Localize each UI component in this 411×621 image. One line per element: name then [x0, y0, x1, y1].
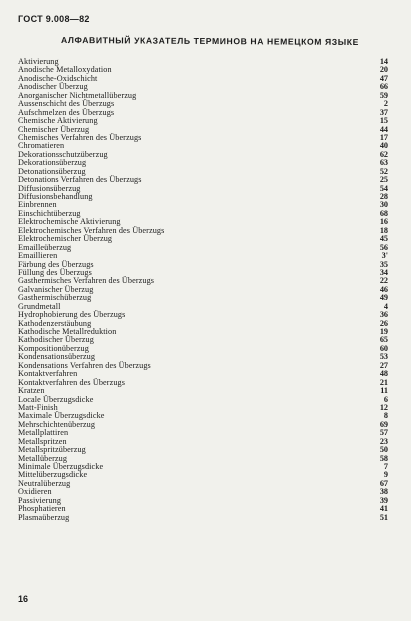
index-term: Minimale Überzugsdicke	[18, 462, 104, 471]
index-entry	[18, 134, 388, 142]
index-term: Anodische-Oxidschicht	[18, 73, 98, 83]
index-term-number: 23	[379, 436, 388, 446]
index-term: Kathodische Metallreduktion	[18, 327, 117, 336]
index-term-number: 17	[379, 132, 388, 142]
index-term: Chemisches Verfahren des Überzugs	[18, 132, 142, 142]
index-term-number: 66	[379, 82, 388, 92]
index-term: Detonations Verfahren des Überzugs	[18, 175, 142, 185]
index-term-number: 59	[379, 90, 388, 100]
index-term-number: 60	[379, 343, 388, 353]
index-entry	[18, 429, 388, 437]
index-entry	[18, 497, 388, 505]
index-term: Anodische Metalloxydation	[18, 65, 112, 75]
index-term-number: 54	[379, 183, 388, 193]
index-entry	[18, 514, 388, 522]
index-entry	[18, 379, 388, 387]
index-term-number: 26	[379, 318, 388, 328]
index-term-number: 52	[379, 166, 388, 176]
index-term: Grundmetall	[18, 301, 61, 311]
index-term: Gasthermisches Verfahren des Überzugs	[18, 276, 155, 286]
index-term-number: 34	[379, 267, 388, 277]
index-term: Einschichtüberzug	[18, 208, 81, 218]
index-term: Emailleüberzug	[18, 242, 72, 252]
index-term: Kathodenzerstäubung	[18, 318, 92, 328]
index-term-number: 2	[383, 99, 388, 109]
index-term: Diffusionsüberzug	[18, 183, 81, 193]
index-term-number: 69	[379, 419, 388, 429]
index-term-number: 7	[383, 462, 388, 471]
index-term: Emaillieren	[18, 251, 58, 261]
index-term: Anorganischer Nichtmetallüberzug	[18, 90, 137, 100]
index-term: Kompositionüberzug	[18, 343, 89, 353]
index-term: Kathodischer Überzug	[18, 335, 94, 345]
index-term-number: 50	[379, 445, 388, 455]
index-term: Metallspritzüberzug	[18, 445, 86, 455]
index-term: Hydrophobierung des Überzugs	[18, 310, 126, 320]
index-term-number: 9	[383, 470, 388, 480]
index-entry	[18, 471, 388, 479]
index-term-number: 40	[379, 141, 388, 151]
index-term: Elektrochemischer Überzug	[18, 234, 113, 244]
index-term: Aktivierung	[18, 57, 59, 66]
index-term: Aufschmelzen des Überzugs	[18, 107, 115, 117]
index-term: Kontaktverfahren	[18, 369, 78, 379]
index-term: Plasmaüberzug	[18, 512, 70, 522]
index-term-number: 53	[379, 352, 388, 362]
index-term: Chemische Aktivierung	[18, 116, 98, 126]
index-term-number: 19	[379, 327, 388, 336]
index-term: Passivierung	[18, 495, 62, 505]
index-entry	[18, 480, 388, 488]
index-term-number: 45	[379, 234, 388, 244]
index-term: Metallplattiren	[18, 428, 69, 438]
index-term-number: 47	[379, 73, 388, 83]
index-term-number: 65	[379, 335, 388, 345]
index-term: Einbrennen	[18, 200, 57, 210]
index-term-number: 25	[379, 175, 388, 185]
index-term-number: 44	[379, 124, 388, 134]
index-term: Dekorationsüberzug	[18, 158, 87, 168]
index-term: Phosphatieren	[18, 504, 66, 514]
index-term-number: 37	[379, 107, 388, 117]
index-term-number: 68	[379, 208, 388, 218]
index-term-number: 58	[379, 453, 388, 463]
index-term-number: 35	[379, 259, 388, 269]
index-term: Mehrschichtenüberzug	[18, 419, 96, 429]
index-term-number: 57	[379, 428, 388, 438]
index-term: Galvanischer Überzug	[18, 284, 94, 294]
index-term: Färbung des Überzugs	[18, 259, 94, 269]
index-term: Oxidieren	[18, 487, 52, 497]
index-term-number: 11	[380, 386, 388, 396]
index-entry	[18, 421, 388, 429]
index-term: Gasthermischüberzug	[18, 293, 92, 303]
index-entry	[18, 396, 388, 404]
index-entry	[18, 446, 388, 454]
index-term-number: 38	[379, 487, 388, 497]
index-term: Elektrochemisches Verfahren des Überzugs	[18, 225, 165, 235]
index-term: Kontaktverfahren des Überzugs	[18, 377, 126, 387]
index-term-number: 48	[379, 369, 388, 379]
index-term-number: 28	[379, 192, 388, 201]
index-term-number: 49	[379, 293, 388, 303]
index-term: Kondensationsüberzug	[18, 352, 96, 362]
index-term-number: 16	[379, 217, 388, 227]
index-term-number: 15	[379, 116, 388, 126]
index-term: Kondensations Verfahren des Überzugs	[18, 360, 151, 370]
index-entry	[18, 235, 388, 243]
index-term: Mittelüberzugsdicke	[18, 470, 88, 480]
index-term: Diffusionsbehandlung	[18, 192, 93, 201]
index-term-number: 30	[379, 200, 388, 210]
index-term-number: 8	[383, 411, 388, 421]
index-entry	[18, 488, 388, 496]
index-term: Matt-Finish	[18, 402, 58, 412]
index-term: Anodischer Überzug	[18, 82, 88, 92]
index-term-number: 56	[379, 242, 388, 252]
index-title: АЛФАВИТНЫЙ УКАЗАТЕЛЬ ТЕРМИНОВ НА НЕМЕЦКОМ ЯЗЫКЕ	[60, 34, 360, 48]
index-term: Metallüberzug	[18, 453, 68, 463]
index-term: Chemischer Überzug	[18, 124, 90, 134]
document-header: ГОСТ 9.008—82	[18, 14, 90, 24]
term-index-list	[18, 58, 388, 522]
index-term-number: 41	[379, 504, 388, 514]
index-term-number: 67	[379, 478, 388, 488]
index-term-number: 3'	[381, 251, 388, 261]
index-term: Chromatieren	[18, 141, 65, 151]
index-term-number: 62	[379, 149, 388, 159]
index-term: Aussenschicht des Überzugs	[18, 99, 115, 109]
index-term-number: 36	[379, 310, 388, 320]
index-entry	[18, 294, 388, 302]
index-term: Füllung des Überzugs	[18, 267, 92, 277]
index-term-number: 46	[379, 284, 388, 294]
index-term-number: 14	[379, 57, 388, 66]
page-number: 16	[18, 594, 29, 604]
index-term: Maximale Überzugsdicke	[18, 411, 105, 421]
index-term: Neutralüberzug	[18, 478, 71, 488]
index-entry	[18, 505, 388, 513]
index-term-number: 21	[379, 377, 388, 387]
index-term-number: 6	[383, 394, 388, 404]
index-term: Detonationsüberzug	[18, 166, 86, 176]
index-term-number: 20	[379, 65, 388, 75]
index-term-number: 39	[379, 495, 388, 505]
index-term: Dekorationsschutzüberzug	[18, 149, 108, 159]
index-term-number: 63	[379, 158, 388, 168]
index-term-number: 18	[379, 225, 388, 235]
index-entry	[18, 193, 388, 201]
index-term: Locale Überzugsdicke	[18, 394, 94, 404]
index-term: Metallspritzen	[18, 436, 67, 446]
index-entry	[18, 244, 388, 252]
index-term-number: 4	[383, 301, 388, 311]
index-term-number: 12	[379, 402, 388, 412]
index-term: Elektrochemische Aktivierung	[18, 217, 121, 227]
index-term-number: 51	[379, 512, 388, 522]
index-term-number: 22	[379, 276, 388, 286]
index-term-number: 27	[379, 360, 388, 370]
index-term: Kratzen	[18, 386, 45, 396]
